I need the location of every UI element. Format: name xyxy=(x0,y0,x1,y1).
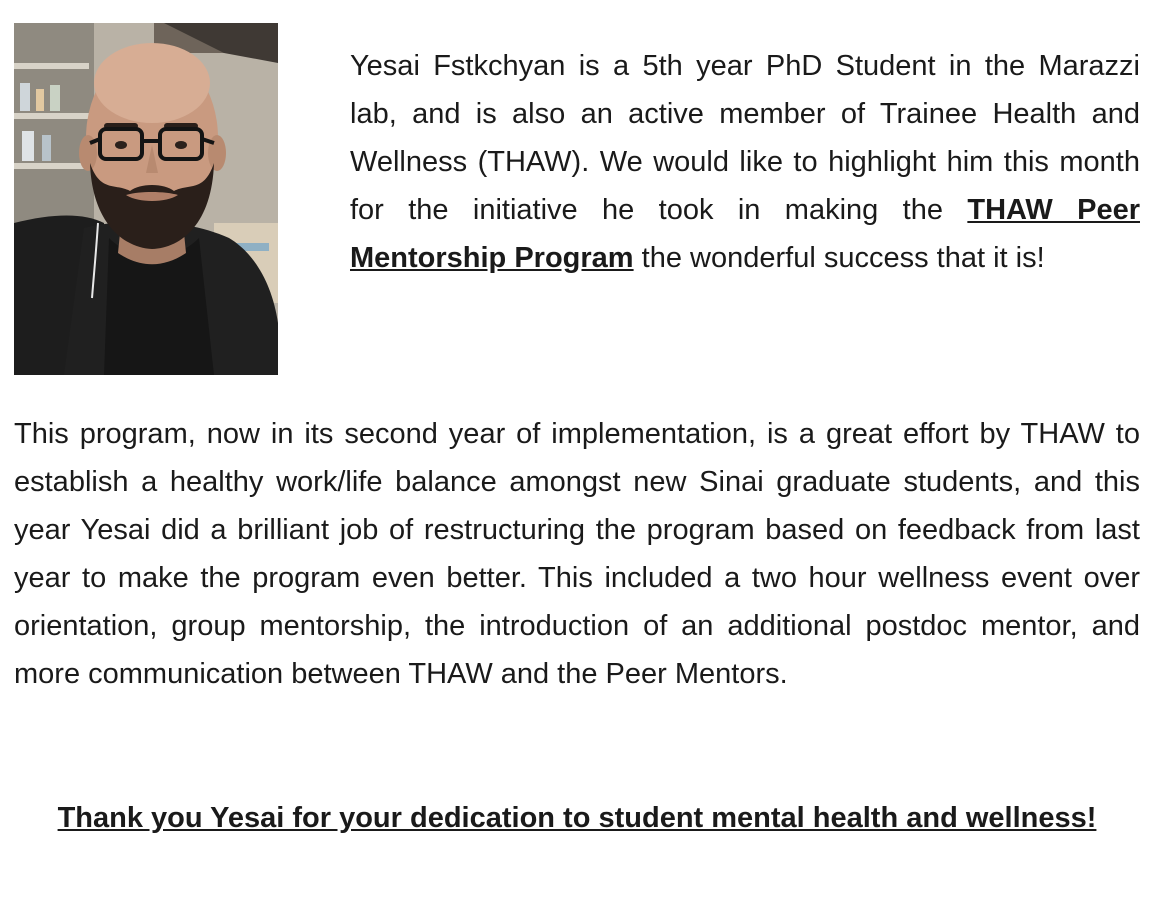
profile-photo xyxy=(14,23,278,375)
intro-paragraph xyxy=(350,42,1140,282)
thank-you-message: Thank you Yesai for your dedication to student mental health and wellness! xyxy=(57,802,1097,834)
intro-text-start: Yesai Fstkchyan is a 5th year PhD Student in the Marazzi lab, and is also an active member of Trainee Health and Wellness (THAW). We would like to highlight him this month for the initiative he took in making the xyxy=(350,50,1140,226)
intro-text-end: the wonderful success that it is! xyxy=(633,242,1045,274)
program-description-paragraph: This program, now in its second year of implementation, is a great effort by THAW to establish a healthy work/life balance amongst new Sinai graduate students, and this year Yesai did a brilliant job of restructuring the program based on feedback from last year to make the program even better. This included a two hour wellness event over orientation, group mentorship, the introduction of an additional postdoc mentor, and more communication between THAW and the Peer Mentors. xyxy=(14,418,1140,690)
peer-mentorship-program-link[interactable]: THAW Peer Mentorship Program xyxy=(350,194,1140,274)
